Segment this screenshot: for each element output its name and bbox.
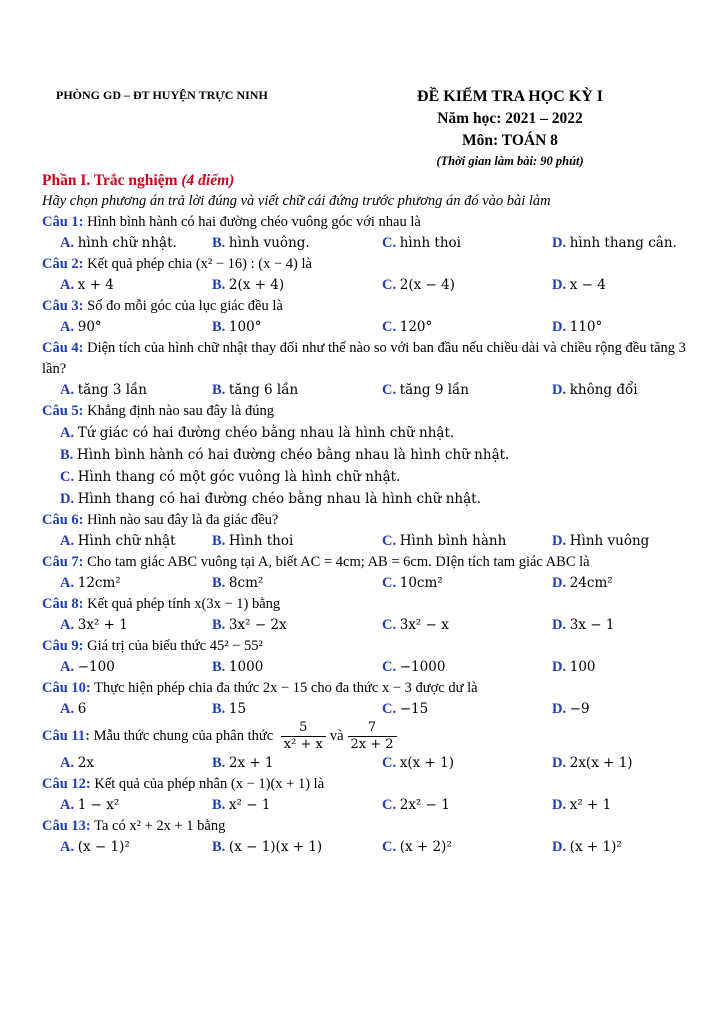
answer-option-d — [552, 837, 692, 858]
option-text: 3x − 1 — [569, 617, 615, 633]
answer-option-a — [60, 699, 212, 720]
question-2 — [42, 254, 692, 296]
answer-option-b — [212, 657, 382, 678]
option-text: 12cm² — [77, 575, 121, 591]
option-letter: D. — [552, 797, 567, 813]
option-text: không đổi — [569, 382, 638, 398]
option-text: 2(x + 4) — [228, 277, 285, 293]
answer-option-b — [212, 615, 382, 636]
question-text: Kết quả phép tính x(3x − 1) bằng — [87, 596, 281, 612]
question-stem — [42, 296, 692, 317]
question-10 — [42, 678, 692, 720]
option-text: x(x + 1) — [399, 755, 454, 771]
answer-options — [42, 422, 692, 510]
option-letter: A. — [60, 701, 75, 717]
answer-option-d — [552, 573, 692, 594]
answer-option-a — [60, 615, 212, 636]
answer-options — [42, 275, 692, 296]
option-letter: B. — [212, 319, 226, 335]
option-letter: C. — [382, 617, 397, 633]
answer-option-a — [60, 317, 212, 338]
answer-option-b — [212, 233, 382, 254]
answer-option-b — [212, 795, 382, 816]
question-8 — [42, 594, 692, 636]
question-text: Thực hiện phép chia đa thức 2x − 15 cho đa thức x − 3 được dư là — [94, 680, 478, 696]
answer-option-c — [382, 837, 552, 858]
option-letter: B. — [212, 575, 226, 591]
answer-option-b — [212, 753, 382, 774]
option-text: 2(x − 4) — [399, 277, 455, 293]
option-letter: D. — [552, 617, 567, 633]
option-letter: B. — [212, 797, 226, 813]
exam-content — [42, 170, 692, 858]
answer-option-d — [552, 233, 692, 254]
option-text: hình chữ nhật. — [77, 235, 177, 251]
option-letter: B. — [60, 447, 74, 463]
question-label: Câu 8: — [42, 596, 84, 612]
option-text: (x + 2)² — [399, 839, 452, 855]
question-text: Kết quả của phép nhân (x − 1)(x + 1) là — [94, 776, 325, 792]
answer-option-c — [382, 753, 552, 774]
question-5 — [42, 401, 692, 510]
answer-options — [42, 615, 692, 636]
option-letter: C. — [382, 659, 397, 675]
option-text: −9 — [569, 701, 590, 717]
option-letter: A. — [60, 659, 75, 675]
question-label: Câu 7: — [42, 554, 84, 570]
option-text: Hình bình hành có hai đường chéo bằng nhau là hình chữ nhật. — [76, 447, 510, 463]
option-letter: C. — [382, 839, 397, 855]
question-12 — [42, 774, 692, 816]
option-letter: A. — [60, 235, 75, 251]
option-text: 2x — [77, 755, 94, 771]
option-letter: D. — [552, 235, 567, 251]
answer-option-c — [382, 657, 552, 678]
question-11 — [42, 720, 692, 774]
option-letter: A. — [60, 755, 75, 771]
question-text: Mẫu thức chung của phân thức — [93, 727, 274, 744]
option-text: tăng 3 lần — [77, 382, 148, 398]
answer-option-d — [552, 275, 692, 296]
option-letter: D. — [552, 659, 567, 675]
option-text: (x − 1)² — [77, 839, 130, 855]
answer-options — [42, 795, 692, 816]
question-1 — [42, 212, 692, 254]
option-letter: A. — [60, 277, 75, 293]
question-label: Câu 9: — [42, 638, 84, 654]
fraction-denominator: 2x + 2 — [350, 737, 394, 752]
question-stem — [42, 254, 692, 275]
option-text: 3x² − x — [399, 617, 449, 633]
option-letter: B. — [212, 382, 226, 398]
option-text: x² − 1 — [228, 797, 271, 813]
option-text: 2x + 1 — [228, 755, 274, 771]
option-letter: C. — [60, 469, 75, 485]
answer-option-a — [60, 753, 212, 774]
option-letter: A. — [60, 425, 75, 441]
question-stem — [42, 816, 692, 837]
option-text: 3x² + 1 — [77, 617, 128, 633]
question-stem — [42, 510, 692, 531]
question-label: Câu 11: — [42, 727, 90, 744]
option-letter: B. — [212, 277, 226, 293]
question-text: Khẳng định nào sau đây là đúng — [87, 403, 274, 419]
option-text: (x + 1)² — [569, 839, 622, 855]
question-3 — [42, 296, 692, 338]
option-letter: A. — [60, 382, 75, 398]
question-label: Câu 1: — [42, 214, 84, 230]
part1-title — [42, 170, 692, 191]
answer-option-b — [212, 699, 382, 720]
question-text: Hình bình hành có hai đường chéo vuông góc với nhau là — [87, 214, 421, 230]
question-4 — [42, 338, 692, 401]
answer-option-c — [382, 699, 552, 720]
question-text: Hình nào sau đây là đa giác đều? — [87, 512, 279, 528]
option-text: 15 — [228, 701, 247, 717]
option-letter: C. — [382, 382, 397, 398]
option-text: 2x² − 1 — [399, 797, 450, 813]
part1-instruction: Hãy chọn phương án trả lời đúng và viết chữ cái đứng trước phương án đó vào bài làm — [42, 193, 551, 209]
question-label: Câu 2: — [42, 256, 84, 272]
question-text: Số đo mỗi góc của lục giác đều là — [87, 298, 283, 314]
option-text: 100° — [228, 319, 262, 335]
answer-option-c — [60, 466, 692, 488]
option-letter: B. — [212, 839, 226, 855]
question-label: Câu 6: — [42, 512, 84, 528]
option-letter: B. — [212, 235, 226, 251]
option-text: hình vuông. — [228, 235, 310, 251]
option-letter: B. — [212, 659, 226, 675]
question-label: Câu 13: — [42, 818, 91, 834]
fraction-numerator: 5 — [281, 720, 326, 737]
option-letter: C. — [382, 575, 397, 591]
option-letter: D. — [552, 277, 567, 293]
option-letter: D. — [552, 319, 567, 335]
answer-option-a — [60, 657, 212, 678]
question-6 — [42, 510, 692, 552]
option-text: 24cm² — [569, 575, 613, 591]
option-letter: A. — [60, 839, 75, 855]
option-letter: B. — [212, 533, 226, 549]
answer-option-b — [212, 275, 382, 296]
answer-option-c — [382, 275, 552, 296]
question-label: Câu 4: — [42, 340, 84, 356]
question-text: Giá trị của biểu thức 45² − 55² — [87, 638, 263, 654]
option-letter: B. — [212, 617, 226, 633]
question-stem — [42, 774, 692, 795]
option-text: Hình thoi — [228, 533, 294, 549]
option-text: 1000 — [228, 659, 264, 675]
option-text: 110° — [569, 319, 603, 335]
question-text: Diện tích của hình chữ nhật thay đổi như thế nào so với ban đầu nếu chiều dài và chiều rộng đều tăng 3 lần? — [42, 340, 686, 377]
answer-options — [42, 753, 692, 774]
option-text: Hình thang có hai đường chéo bằng nhau là hình chữ nhật. — [77, 491, 481, 507]
answer-option-a — [60, 233, 212, 254]
answer-option-c — [382, 531, 552, 552]
answer-option-a — [60, 422, 692, 444]
option-letter: C. — [382, 755, 397, 771]
option-letter: D. — [552, 755, 567, 771]
option-letter: B. — [212, 755, 226, 771]
answer-option-d — [552, 699, 692, 720]
question-text: Ta có x² + 2x + 1 bằng — [94, 818, 226, 834]
option-text: Hình thang có một góc vuông là hình chữ nhật. — [77, 469, 401, 485]
answer-options — [42, 380, 692, 401]
question-label: Câu 3: — [42, 298, 84, 314]
answer-option-d — [552, 615, 692, 636]
part1-title-text: Phần I. Trắc nghiệm — [42, 172, 178, 189]
part1-points: (4 điểm) — [181, 172, 235, 189]
answer-options — [42, 317, 692, 338]
question-13 — [42, 816, 692, 858]
answer-option-d — [552, 531, 692, 552]
question-7 — [42, 552, 692, 594]
answer-option-d — [60, 488, 692, 510]
answer-option-a — [60, 380, 212, 401]
exam-title: ĐỀ KIỂM TRA HỌC KỲ I — [417, 88, 603, 105]
question-list — [42, 212, 692, 858]
answer-option-d — [552, 753, 692, 774]
answer-option-a — [60, 573, 212, 594]
answer-options — [42, 699, 692, 720]
answer-option-b — [212, 573, 382, 594]
option-text: Tứ giác có hai đường chéo bằng nhau là hình chữ nhật. — [77, 425, 455, 441]
option-text: hình thang cân. — [569, 235, 677, 251]
exam-header — [380, 86, 640, 170]
question-stem — [42, 678, 692, 699]
option-text: −15 — [399, 701, 429, 717]
option-text: x − 4 — [569, 277, 606, 293]
answer-option-d — [552, 795, 692, 816]
answer-options — [42, 573, 692, 594]
answer-option-b — [212, 531, 382, 552]
option-text: −1000 — [399, 659, 446, 675]
option-letter: D. — [552, 701, 567, 717]
answer-option-c — [382, 317, 552, 338]
question-label: Câu 10: — [42, 680, 91, 696]
option-letter: C. — [382, 701, 397, 717]
option-text: Hình chữ nhật — [77, 533, 176, 549]
question-stem — [42, 552, 692, 573]
answer-option-c — [382, 233, 552, 254]
answer-option-d — [552, 317, 692, 338]
answer-option-b — [212, 317, 382, 338]
option-text: 100 — [569, 659, 596, 675]
option-letter: A. — [60, 575, 75, 591]
option-letter: D. — [552, 839, 567, 855]
question-text: Cho tam giác ABC vuông tại A, biết AC = 4cm; AB = 6cm. DIện tích tam giác ABC là — [87, 554, 590, 570]
answer-option-a — [60, 275, 212, 296]
answer-option-d — [552, 657, 692, 678]
answer-options — [42, 837, 692, 858]
option-text: tăng 9 lần — [399, 382, 470, 398]
school-year: Năm học: 2021 – 2022 — [437, 110, 583, 127]
question-stem — [42, 401, 692, 422]
answer-option-c — [382, 380, 552, 401]
option-text: x + 4 — [77, 277, 114, 293]
answer-options — [42, 233, 692, 254]
question-stem — [42, 594, 692, 615]
duration: (Thời gian làm bài: 90 phút) — [436, 154, 584, 168]
option-letter: A. — [60, 319, 75, 335]
answer-option-c — [382, 795, 552, 816]
department-name: PHÒNG GD – ĐT HUYỆN TRỰC NINH — [56, 88, 268, 102]
question-stem — [42, 636, 692, 657]
answer-options — [42, 531, 692, 552]
fraction-denominator: x² + x — [283, 737, 323, 752]
option-text: 10cm² — [399, 575, 443, 591]
option-letter: C. — [382, 319, 397, 335]
answer-options — [42, 657, 692, 678]
option-text: 90° — [77, 319, 102, 335]
question-label: Câu 12: — [42, 776, 91, 792]
option-letter: A. — [60, 797, 75, 813]
option-letter: A. — [60, 617, 75, 633]
option-letter: D. — [552, 382, 567, 398]
question-text: Kết quả phép chia (x² − 16) : (x − 4) là — [87, 256, 312, 272]
option-letter: C. — [382, 797, 397, 813]
option-letter: C. — [382, 277, 397, 293]
answer-option-d — [552, 380, 692, 401]
option-letter: D. — [552, 575, 567, 591]
option-text: Hình bình hành — [399, 533, 507, 549]
question-stem — [42, 338, 692, 380]
fraction-numerator: 7 — [348, 720, 397, 737]
option-text: tăng 6 lần — [228, 382, 299, 398]
question-stem — [42, 212, 692, 233]
answer-option-c — [382, 573, 552, 594]
option-text: Hình vuông — [569, 533, 650, 549]
subject: Môn: TOÁN 8 — [462, 132, 558, 149]
option-text: 2x(x + 1) — [569, 755, 633, 771]
answer-option-a — [60, 795, 212, 816]
option-text: 3x² − 2x — [228, 617, 287, 633]
fraction — [281, 720, 326, 753]
answer-option-a — [60, 531, 212, 552]
option-letter: D. — [60, 491, 75, 507]
answer-option-b — [60, 444, 692, 466]
option-letter: C. — [382, 533, 397, 549]
option-letter: B. — [212, 701, 226, 717]
question-stem — [42, 720, 692, 753]
answer-option-a — [60, 837, 212, 858]
option-letter: C. — [382, 235, 397, 251]
option-text: 8cm² — [228, 575, 264, 591]
option-text: hình thoi — [399, 235, 461, 251]
option-text: 6 — [77, 701, 87, 717]
option-text: (x − 1)(x + 1) — [228, 839, 323, 855]
option-text: 120° — [399, 319, 433, 335]
answer-option-b — [212, 380, 382, 401]
option-text: 1 − x² — [77, 797, 120, 813]
answer-option-c — [382, 615, 552, 636]
option-letter: A. — [60, 533, 75, 549]
option-letter: D. — [552, 533, 567, 549]
fraction-joiner: và — [329, 727, 344, 744]
question-label: Câu 5: — [42, 403, 84, 419]
option-text: −100 — [77, 659, 115, 675]
question-9 — [42, 636, 692, 678]
fraction — [348, 720, 397, 753]
answer-option-b — [212, 837, 382, 858]
option-text: x² + 1 — [569, 797, 612, 813]
